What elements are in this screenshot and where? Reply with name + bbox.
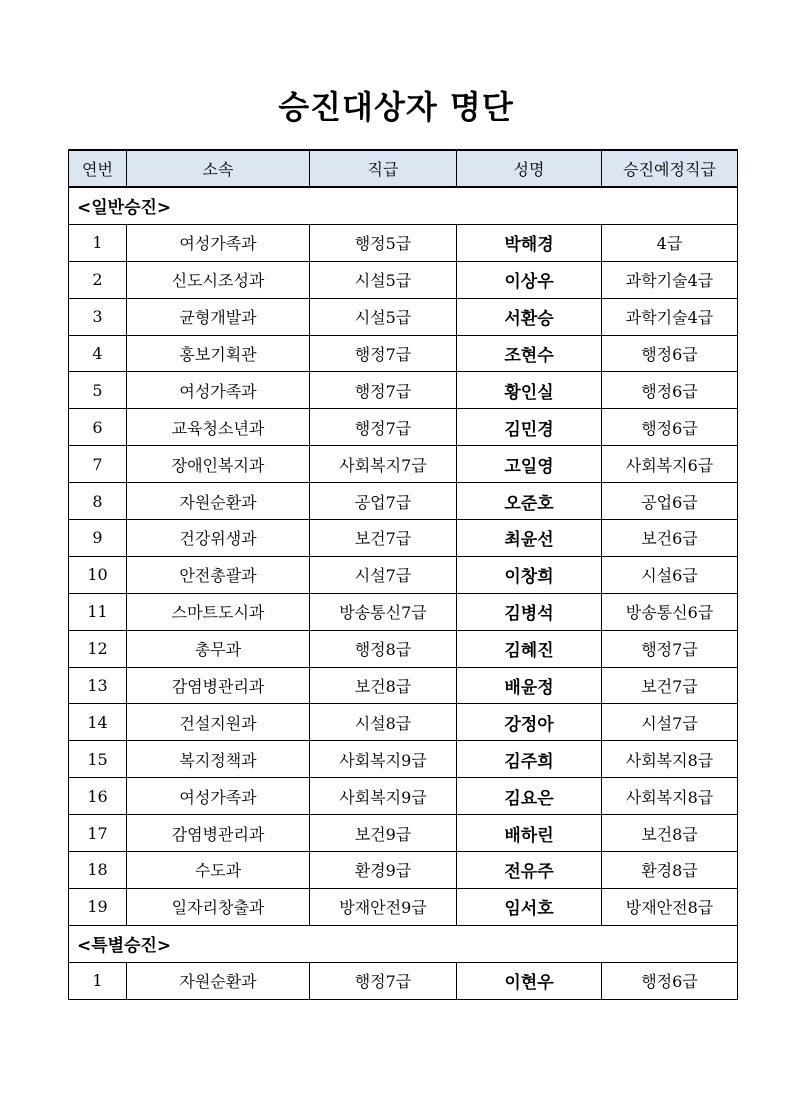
row-rank: 행정7급 — [310, 962, 457, 999]
row-promoted-rank: 시설7급 — [602, 704, 738, 741]
table-row — [69, 630, 738, 667]
row-name: 임서호 — [457, 888, 602, 925]
row-department: 감염병관리과 — [127, 667, 310, 704]
row-name: 이창희 — [457, 556, 602, 593]
row-promoted-rank: 4급 — [602, 224, 738, 261]
row-promoted-rank: 과학기술4급 — [602, 261, 738, 298]
table-header-row — [69, 150, 738, 187]
header-department: 소속 — [127, 150, 310, 187]
row-promoted-rank: 행정7급 — [602, 630, 738, 667]
section-label: <일반승진> — [69, 187, 738, 224]
row-rank: 행정7급 — [310, 409, 457, 446]
row-department: 신도시조성과 — [127, 261, 310, 298]
row-number: 8 — [69, 483, 127, 520]
row-department: 스마트도시과 — [127, 593, 310, 630]
row-rank: 사회복지7급 — [310, 446, 457, 483]
row-rank: 사회복지9급 — [310, 741, 457, 778]
row-rank: 행정7급 — [310, 335, 457, 372]
row-name: 박해경 — [457, 224, 602, 261]
table-body — [69, 187, 738, 999]
header-name: 성명 — [457, 150, 602, 187]
row-number: 15 — [69, 741, 127, 778]
row-name: 서환승 — [457, 298, 602, 335]
row-department: 안전총괄과 — [127, 556, 310, 593]
row-department: 교육청소년과 — [127, 409, 310, 446]
header-promoted-rank: 승진예정직급 — [602, 150, 738, 187]
row-name: 김요은 — [457, 778, 602, 815]
row-number: 17 — [69, 815, 127, 852]
row-rank: 환경9급 — [310, 852, 457, 889]
table-row — [69, 446, 738, 483]
row-name: 강정아 — [457, 704, 602, 741]
row-number: 4 — [69, 335, 127, 372]
page-title: 승진대상자 명단 — [278, 88, 514, 126]
row-number: 5 — [69, 372, 127, 409]
row-name: 배하린 — [457, 815, 602, 852]
table-row — [69, 852, 738, 889]
row-number: 16 — [69, 778, 127, 815]
row-name: 배윤정 — [457, 667, 602, 704]
row-department: 감염병관리과 — [127, 815, 310, 852]
row-promoted-rank: 방재안전8급 — [602, 888, 738, 925]
row-department: 장애인복지과 — [127, 446, 310, 483]
row-rank: 방재안전9급 — [310, 888, 457, 925]
row-number: 1 — [69, 962, 127, 999]
row-promoted-rank: 보건7급 — [602, 667, 738, 704]
row-name: 김주희 — [457, 741, 602, 778]
row-name: 김혜진 — [457, 630, 602, 667]
row-number: 18 — [69, 852, 127, 889]
row-number: 14 — [69, 704, 127, 741]
row-department: 자원순환과 — [127, 962, 310, 999]
table-row — [69, 593, 738, 630]
table-row — [69, 483, 738, 520]
row-name: 이상우 — [457, 261, 602, 298]
row-promoted-rank: 사회복지6급 — [602, 446, 738, 483]
row-number: 9 — [69, 520, 127, 557]
row-department: 수도과 — [127, 852, 310, 889]
row-promoted-rank: 행정6급 — [602, 962, 738, 999]
row-promoted-rank: 행정6급 — [602, 409, 738, 446]
section-label: <특별승진> — [69, 925, 738, 962]
row-department: 여성가족과 — [127, 372, 310, 409]
row-rank: 시설5급 — [310, 298, 457, 335]
row-promoted-rank: 사회복지8급 — [602, 778, 738, 815]
row-rank: 보건9급 — [310, 815, 457, 852]
row-department: 복지정책과 — [127, 741, 310, 778]
row-rank: 행정5급 — [310, 224, 457, 261]
row-promoted-rank: 공업6급 — [602, 483, 738, 520]
row-name: 김민경 — [457, 409, 602, 446]
table-row — [69, 888, 738, 925]
table-row — [69, 962, 738, 999]
row-name: 황인실 — [457, 372, 602, 409]
table-row — [69, 704, 738, 741]
table-row — [69, 667, 738, 704]
row-number: 1 — [69, 224, 127, 261]
row-rank: 사회복지9급 — [310, 778, 457, 815]
table-row — [69, 815, 738, 852]
header-number: 연번 — [69, 150, 127, 187]
table-row — [69, 261, 738, 298]
row-department: 건강위생과 — [127, 520, 310, 557]
section-row — [69, 187, 738, 224]
row-rank: 보건8급 — [310, 667, 457, 704]
row-number: 6 — [69, 409, 127, 446]
table-row — [69, 409, 738, 446]
row-promoted-rank: 환경8급 — [602, 852, 738, 889]
row-department: 여성가족과 — [127, 778, 310, 815]
table-row — [69, 298, 738, 335]
row-number: 13 — [69, 667, 127, 704]
row-promoted-rank: 보건8급 — [602, 815, 738, 852]
row-number: 2 — [69, 261, 127, 298]
row-department: 자원순환과 — [127, 483, 310, 520]
table-row — [69, 224, 738, 261]
row-promoted-rank: 사회복지8급 — [602, 741, 738, 778]
row-number: 10 — [69, 556, 127, 593]
table-row — [69, 520, 738, 557]
row-rank: 공업7급 — [310, 483, 457, 520]
header-rank: 직급 — [310, 150, 457, 187]
row-number: 11 — [69, 593, 127, 630]
row-name: 전유주 — [457, 852, 602, 889]
row-name: 김병석 — [457, 593, 602, 630]
row-promoted-rank: 과학기술4급 — [602, 298, 738, 335]
row-name: 고일영 — [457, 446, 602, 483]
row-rank: 시설7급 — [310, 556, 457, 593]
row-rank: 보건7급 — [310, 520, 457, 557]
row-department: 일자리창출과 — [127, 888, 310, 925]
row-department: 균형개발과 — [127, 298, 310, 335]
row-number: 12 — [69, 630, 127, 667]
row-name: 조현수 — [457, 335, 602, 372]
row-number: 3 — [69, 298, 127, 335]
row-number: 19 — [69, 888, 127, 925]
table-row — [69, 335, 738, 372]
table-row — [69, 741, 738, 778]
section-row — [69, 925, 738, 962]
row-rank: 행정7급 — [310, 372, 457, 409]
row-department: 건설지원과 — [127, 704, 310, 741]
row-name: 오준호 — [457, 483, 602, 520]
row-department: 총무과 — [127, 630, 310, 667]
row-rank: 시설5급 — [310, 261, 457, 298]
row-promoted-rank: 행정6급 — [602, 372, 738, 409]
table-row — [69, 778, 738, 815]
row-rank: 행정8급 — [310, 630, 457, 667]
row-department: 홍보기획관 — [127, 335, 310, 372]
row-promoted-rank: 행정6급 — [602, 335, 738, 372]
row-promoted-rank: 방송통신6급 — [602, 593, 738, 630]
table-row — [69, 556, 738, 593]
row-rank: 시설8급 — [310, 704, 457, 741]
row-name: 최윤선 — [457, 520, 602, 557]
promotion-table — [68, 149, 738, 1000]
row-rank: 방송통신7급 — [310, 593, 457, 630]
row-promoted-rank: 보건6급 — [602, 520, 738, 557]
row-number: 7 — [69, 446, 127, 483]
row-promoted-rank: 시설6급 — [602, 556, 738, 593]
table-row — [69, 372, 738, 409]
row-name: 이현우 — [457, 962, 602, 999]
row-department: 여성가족과 — [127, 224, 310, 261]
